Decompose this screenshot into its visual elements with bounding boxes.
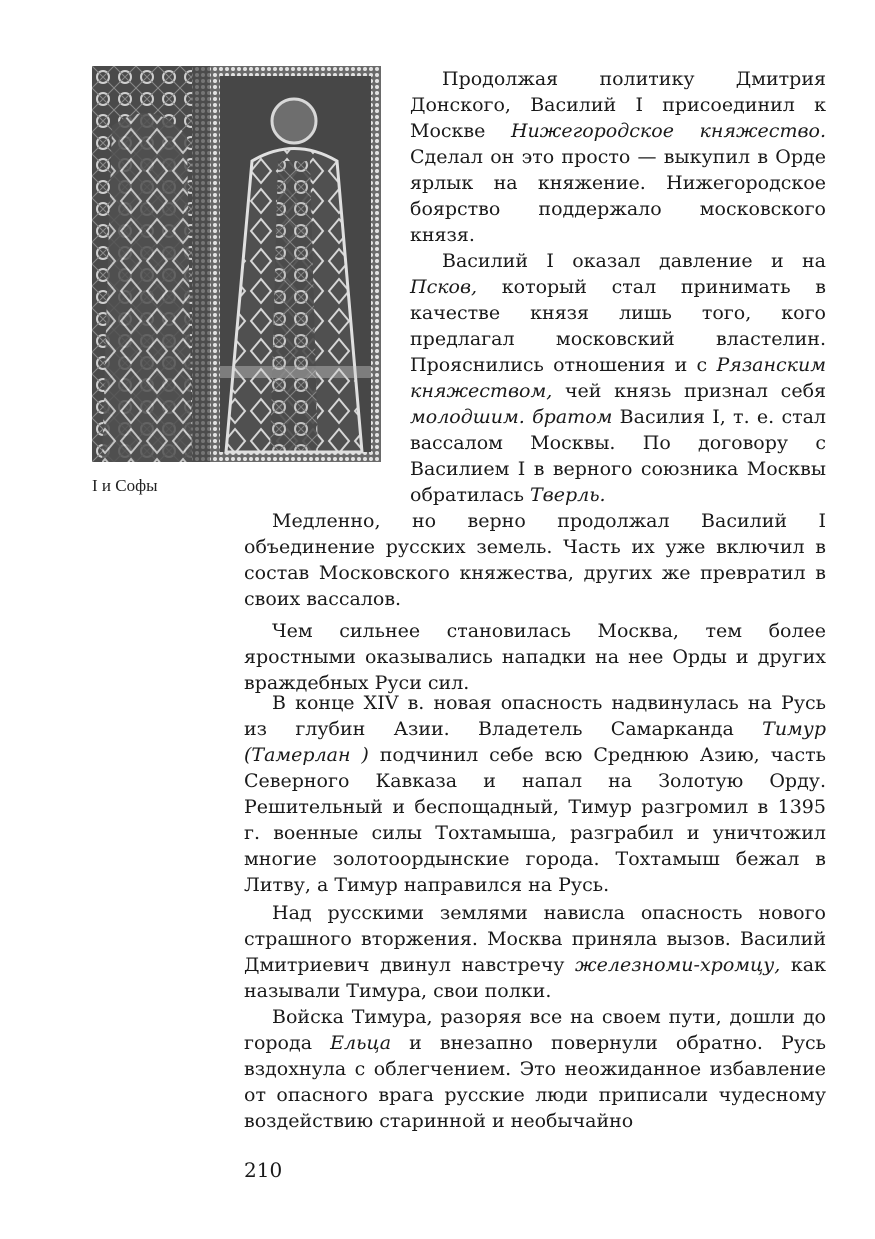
italic-term: Рязанским княжеством, bbox=[410, 354, 826, 402]
text-run: Медленно, но верно продолжал Василий I объединение русских земель. Часть их уже включил в состав Московского княжества, других же превратил в своих вассалов. bbox=[244, 510, 826, 610]
italic-term: Псков, bbox=[410, 276, 478, 298]
figure-caption: I и Софы bbox=[92, 476, 158, 495]
paragraph-3 bbox=[244, 508, 826, 612]
embroidered-icon-image bbox=[92, 66, 381, 462]
text-run: Василия I, т. е. стал вассалом Москвы. По договору с Василием I в верного союзника Москвы обратилась bbox=[410, 406, 826, 506]
italic-term: молодшим. братом bbox=[410, 406, 613, 428]
paragraph-4 bbox=[244, 618, 826, 696]
paragraph-1 bbox=[410, 66, 826, 248]
italic-term: Нижегородское княжество. bbox=[510, 120, 826, 142]
italic-term: Тверль. bbox=[529, 484, 606, 506]
text-run: Над русскими землями нависла опасность нового страшного вторжения. Москва приняла вызов. Василий Дмитриевич двинул навстречу bbox=[244, 902, 826, 976]
text-run: чей князь признал себя bbox=[552, 380, 826, 402]
text-run: Войска Тимура, разоряя все на своем пути, дошли до города bbox=[244, 1006, 826, 1054]
paragraph-2 bbox=[410, 248, 826, 508]
text-run: Чем сильнее становилась Москва, тем более яростными оказывались нападки на нее Орды и других враждебных Руси сил. bbox=[244, 620, 826, 694]
text-run: который стал принимать в качестве князя лишь того, кого предлагал московский властелин. Прояснились отношения и с bbox=[410, 276, 826, 376]
text-run: подчинил себе всю Среднюю Азию, часть Северного Кавказа и напал на Золотую Орду. Решительный и беспощадный, Тимур разгромил в 1395 г. военные силы Тохтамыша, разграбил и уничтожил многие золотоордынские города. Тохтамыш бежал в Литву, а Тимур направился на Русь. bbox=[244, 744, 826, 896]
italic-term: Ельца bbox=[330, 1032, 392, 1054]
paragraph-5 bbox=[244, 690, 826, 898]
paragraph-7 bbox=[244, 1004, 826, 1134]
italic-term: железноми-хромцу, bbox=[575, 954, 781, 976]
text-run: и внезапно повернули обратно. Русь вздохнула с облегчением. Это неожиданное избавление от опасного врага русские люди приписали чудесному воздействию старинной и необычайно bbox=[244, 1032, 826, 1132]
text-run: как называли Тимура, свои полки. bbox=[244, 954, 826, 1002]
text-run: В конце XIV в. новая опасность надвинулась на Русь из глубин Азии. Владетель Самарканда bbox=[244, 692, 826, 740]
text-run: Сделал он это просто — выкупил в Орде ярлык на княжение. Нижегородское боярство поддержало московского князя. bbox=[410, 146, 826, 246]
page-number: 210 bbox=[244, 1158, 283, 1182]
paragraph-6 bbox=[244, 900, 826, 1004]
text-run: Продолжая политику Дмитрия Донского, Василий I присоединил к Москве bbox=[410, 68, 826, 142]
text-run: Василий I оказал давление и на bbox=[442, 250, 826, 272]
italic-term: Тимур (Тамерлан ) bbox=[244, 718, 826, 766]
